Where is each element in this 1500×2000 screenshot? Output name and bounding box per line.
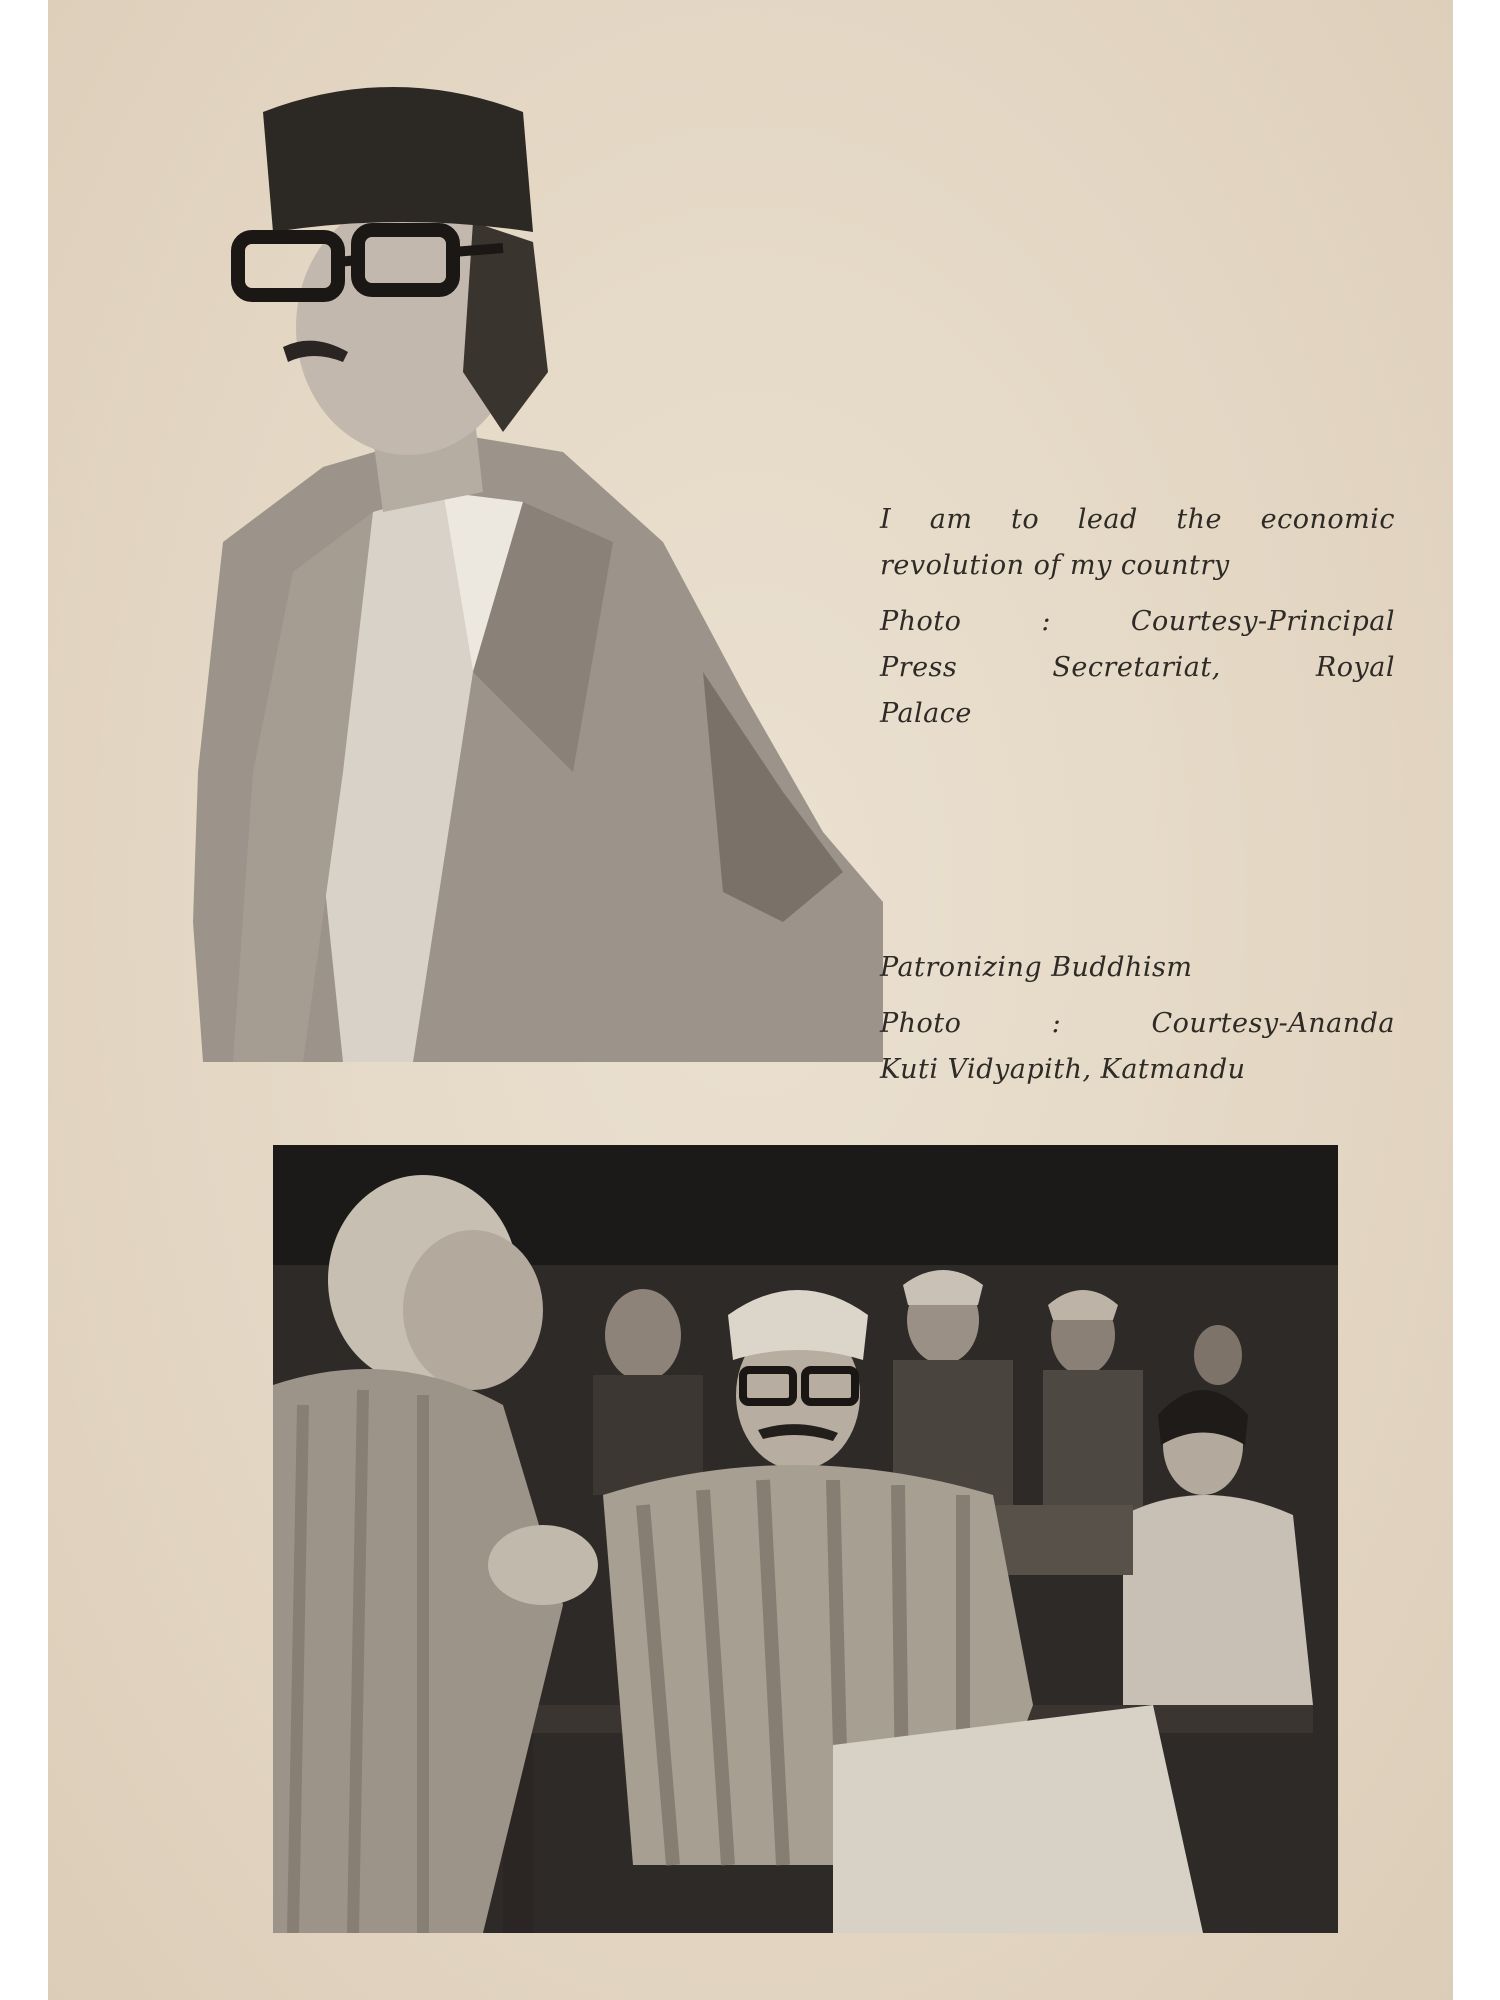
caption-line: I am to lead the economic — [880, 504, 1395, 535]
credit-line: Kuti Vidyapith, Katmandu — [880, 1054, 1246, 1085]
credit-line: Photo : Courtesy-Ananda — [880, 1008, 1395, 1039]
portrait-caption — [880, 497, 1395, 737]
group-photo-caption — [880, 945, 1395, 1093]
credit-line: Press Secretariat, Royal — [880, 652, 1395, 683]
credit-line: Photo : Courtesy-Principal — [880, 606, 1395, 637]
book-page — [48, 0, 1453, 2000]
caption-line: revolution of my country — [880, 550, 1230, 581]
group-photo — [273, 1145, 1338, 1933]
credit-line: Palace — [880, 698, 972, 729]
caption-line: Patronizing Buddhism — [880, 952, 1193, 983]
portrait-photo — [143, 72, 883, 1062]
